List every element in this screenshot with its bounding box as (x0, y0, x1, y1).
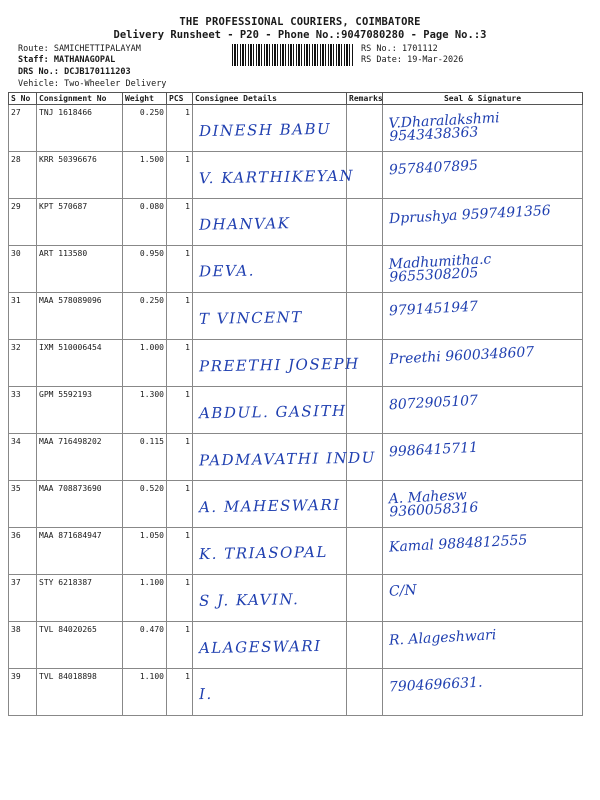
handwritten-name: DEVA. (198, 261, 256, 281)
cell-seal-signature (383, 293, 583, 340)
table-body (9, 105, 583, 716)
route-line (18, 44, 141, 54)
cell-seal-signature (383, 669, 583, 716)
cell-pcs: 1 (167, 528, 193, 575)
runsheet-table (8, 92, 583, 716)
cell-remarks (347, 105, 383, 152)
cell-seal-signature (383, 246, 583, 293)
cell-sno: 30 (9, 246, 37, 293)
staff-label: Staff: (18, 55, 49, 65)
cell-sno: 28 (9, 152, 37, 199)
vehicle-line (18, 79, 166, 89)
cell-weight: 0.520 (123, 481, 167, 528)
cell-pcs: 1 (167, 105, 193, 152)
cell-consignment-no: MAA 708873690 (37, 481, 123, 528)
cell-consignee-details (193, 528, 347, 575)
col-header-pcs: PCS (167, 93, 193, 105)
cell-sno: 36 (9, 528, 37, 575)
col-header-consignee: Consignee Details (193, 93, 347, 105)
handwritten-name: PADMAVATHI INDU (198, 448, 376, 470)
staff-value: MATHANAGOPAL (53, 55, 116, 65)
cell-consignee-details (193, 105, 347, 152)
cell-seal-signature (383, 481, 583, 528)
cell-consignee-details (193, 199, 347, 246)
route-label: Route: (18, 44, 49, 54)
cell-seal-signature (383, 434, 583, 481)
table-row (9, 575, 583, 622)
company-title: THE PROFESSIONAL COURIERS, COIMBATORE (179, 16, 421, 28)
cell-weight: 0.950 (123, 246, 167, 293)
cell-remarks (347, 246, 383, 293)
cell-seal-signature (383, 528, 583, 575)
staff-line (18, 55, 115, 65)
cell-consignee-details (193, 340, 360, 387)
cell-consignment-no: MAA 871684947 (37, 528, 123, 575)
col-header-remarks: Remarks (347, 93, 383, 105)
handwritten-name: S J. KAVIN. (198, 590, 300, 610)
cell-weight: 0.470 (123, 622, 167, 669)
cell-consignee-details (193, 575, 347, 622)
handwritten-signature: 8072905107 (388, 392, 479, 414)
cell-pcs: 1 (167, 434, 193, 481)
rs-date-label: RS Date: (361, 55, 402, 65)
handwritten-signature: Madhumitha.c 9655308205 (388, 251, 492, 286)
cell-sno: 37 (9, 575, 37, 622)
col-header-consignment: Consignment No (37, 93, 123, 105)
handwritten-name: DINESH BABU (198, 119, 332, 141)
cell-pcs: 1 (167, 199, 193, 246)
cell-pcs: 1 (167, 387, 193, 434)
cell-sno: 32 (9, 340, 37, 387)
cell-remarks (347, 528, 383, 575)
cell-consignee-details (193, 246, 347, 293)
cell-pcs: 1 (167, 481, 193, 528)
handwritten-name: I. (198, 684, 213, 704)
handwritten-name: ABDUL. GASITH (198, 401, 347, 423)
drs-value: DCJB170111203 (64, 67, 131, 77)
route-value: SAMICHETTIPALAYAM (53, 44, 141, 54)
handwritten-name: T VINCENT (198, 308, 303, 328)
cell-consignee-details (193, 481, 347, 528)
cell-weight: 0.115 (123, 434, 167, 481)
cell-consignment-no: MAA 716498202 (37, 434, 123, 481)
table-row (9, 199, 583, 246)
cell-weight: 1.100 (123, 669, 167, 716)
rs-date-value: 19-Mar-2026 (407, 55, 464, 65)
cell-sno: 39 (9, 669, 37, 716)
handwritten-name: ALAGESWARI (198, 636, 322, 658)
handwritten-signature: 9791451947 (388, 298, 479, 320)
cell-remarks (347, 575, 383, 622)
handwritten-name: A. MAHESWARI (198, 495, 341, 517)
handwritten-name: DHANVAK (198, 214, 291, 234)
cell-consignee-details (193, 152, 355, 199)
cell-weight: 1.000 (123, 340, 167, 387)
cell-weight: 0.250 (123, 293, 167, 340)
cell-pcs: 1 (167, 293, 193, 340)
cell-consignment-no: GPM 5592193 (37, 387, 123, 434)
cell-consignment-no: TVL 84018898 (37, 669, 123, 716)
cell-sno: 27 (9, 105, 37, 152)
cell-consignment-no: STY 6218387 (37, 575, 123, 622)
handwritten-signature: A. Mahesw 9360058316 (388, 487, 479, 521)
cell-consignment-no: IXM 510006454 (37, 340, 123, 387)
handwritten-signature: Dprushya 9597491356 (388, 202, 552, 228)
runsheet-subtitle: Delivery Runsheet - P20 - Phone No.:9047080280 - Page No.:3 (113, 29, 487, 41)
table-row (9, 246, 583, 293)
drs-label: DRS No.: (18, 67, 59, 77)
barcode-image (232, 44, 354, 66)
cell-remarks (347, 622, 383, 669)
cell-weight: 1.500 (123, 152, 167, 199)
handwritten-signature: V.Dharalakshmi 9543438363 (388, 110, 500, 145)
cell-sno: 38 (9, 622, 37, 669)
cell-consignment-no: ART 113580 (37, 246, 123, 293)
drs-line (18, 67, 131, 77)
cell-seal-signature (383, 387, 583, 434)
cell-consignee-details (193, 387, 347, 434)
cell-pcs: 1 (167, 340, 193, 387)
cell-sno: 31 (9, 293, 37, 340)
cell-pcs: 1 (167, 575, 193, 622)
table-row (9, 152, 583, 199)
col-header-weight: Weight (123, 93, 167, 105)
cell-remarks (347, 199, 383, 246)
table-row (9, 293, 583, 340)
table-row (9, 481, 583, 528)
cell-consignment-no: TVL 84020265 (37, 622, 123, 669)
cell-weight: 1.100 (123, 575, 167, 622)
cell-seal-signature (383, 340, 583, 387)
col-header-sno: S No (9, 93, 37, 105)
cell-weight: 1.050 (123, 528, 167, 575)
cell-consignee-details (193, 293, 347, 340)
cell-consignment-no: MAA 578089096 (37, 293, 123, 340)
cell-seal-signature (383, 622, 583, 669)
rs-date-line (361, 55, 463, 65)
handwritten-signature: 9578407895 (388, 157, 479, 179)
handwritten-name: PREETHI JOSEPH (198, 354, 360, 376)
cell-sno: 34 (9, 434, 37, 481)
rs-no-line (361, 44, 438, 54)
cell-seal-signature (383, 152, 583, 199)
cell-weight: 0.080 (123, 199, 167, 246)
cell-consignment-no: KRR 50396676 (37, 152, 123, 199)
table-row (9, 105, 583, 152)
cell-pcs: 1 (167, 669, 193, 716)
cell-sno: 33 (9, 387, 37, 434)
handwritten-name: V. KARTHIKEYAN (198, 166, 355, 188)
cell-remarks (347, 293, 383, 340)
handwritten-signature: 7904696631. (388, 674, 483, 696)
cell-remarks (347, 481, 383, 528)
handwritten-signature: R. Alageshwari (388, 627, 497, 649)
cell-consignment-no: KPT 570687 (37, 199, 123, 246)
vehicle-value: Two-Wheeler Delivery (64, 79, 167, 89)
table-row (9, 669, 583, 716)
table-row (9, 340, 583, 387)
table-row (9, 622, 583, 669)
vehicle-label: Vehicle: (18, 79, 59, 89)
rs-no-value: 1701112 (401, 44, 438, 54)
table-header-row (9, 93, 583, 105)
cell-remarks (347, 669, 383, 716)
cell-sno: 29 (9, 199, 37, 246)
cell-consignee-details (193, 434, 376, 481)
table-row (9, 434, 583, 481)
cell-sno: 35 (9, 481, 37, 528)
cell-weight: 1.300 (123, 387, 167, 434)
cell-seal-signature (383, 575, 583, 622)
table-row (9, 528, 583, 575)
handwritten-signature: 9986415711 (388, 439, 479, 461)
handwritten-name: K. TRIASOPAL (198, 542, 329, 564)
cell-remarks (347, 387, 383, 434)
handwritten-signature: C/N (388, 582, 418, 600)
table-row (9, 387, 583, 434)
handwritten-signature: Preethi 9600348607 (388, 344, 535, 368)
cell-weight: 0.250 (123, 105, 167, 152)
cell-pcs: 1 (167, 152, 193, 199)
cell-pcs: 1 (167, 246, 193, 293)
cell-consignment-no: TNJ 1618466 (37, 105, 123, 152)
handwritten-signature: Kamal 9884812555 (388, 532, 528, 556)
cell-pcs: 1 (167, 622, 193, 669)
cell-seal-signature (383, 105, 583, 152)
col-header-signature: Seal & Signature (383, 93, 583, 105)
rs-no-label: RS No.: (361, 44, 397, 54)
cell-consignee-details (193, 622, 347, 669)
cell-consignee-details (193, 669, 347, 716)
cell-seal-signature (383, 199, 583, 246)
